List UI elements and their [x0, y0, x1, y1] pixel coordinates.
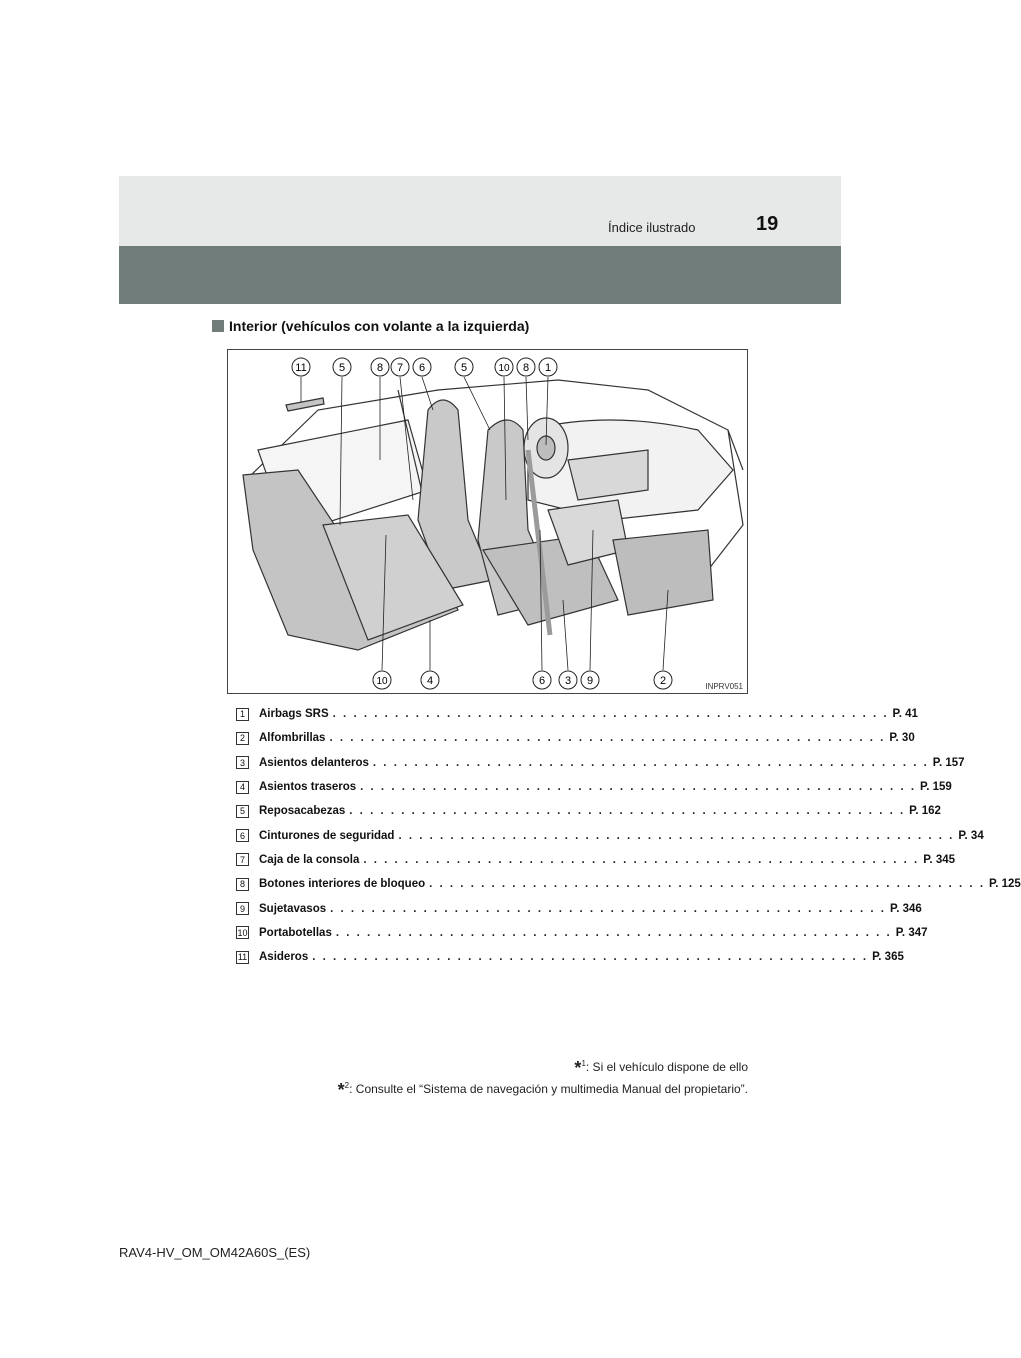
item-page: P. 125: [989, 878, 1021, 891]
list-item[interactable]: [236, 702, 918, 726]
item-number: 1: [236, 708, 249, 721]
callout: [413, 358, 431, 376]
list-item[interactable]: [236, 872, 1021, 896]
callout-label: 6: [418, 362, 426, 374]
callouts-top: [292, 358, 557, 376]
item-label: Asideros: [259, 951, 309, 964]
footnote-1: [574, 1058, 748, 1079]
item-number: 2: [236, 732, 249, 745]
item-number: 7: [236, 853, 249, 866]
callout-label: 9: [586, 675, 594, 687]
asterisk-icon: *: [574, 1058, 582, 1078]
dot-leader: . . . . . . . . . . . . . . . . . . . . . . . . . . . . . . . . . . . . . . . . . . . . . . . . . . . . . .: [429, 878, 986, 891]
list-item[interactable]: [236, 823, 984, 847]
dot-leader: . . . . . . . . . . . . . . . . . . . . . . . . . . . . . . . . . . . . . . . . . . . . . . . . . . . . . .: [332, 708, 889, 721]
item-label: Portabotellas: [259, 926, 332, 939]
list-item[interactable]: [236, 726, 915, 750]
sub-heading-text: Interior (vehículos con volante a la izquierda): [229, 318, 530, 334]
item-label: Botones interiores de bloqueo: [259, 878, 426, 891]
callout: [654, 671, 672, 689]
list-item[interactable]: [236, 921, 928, 945]
callout: [391, 358, 409, 376]
figure-code: INPRV051: [705, 682, 743, 691]
callout-label: 6: [538, 675, 546, 687]
item-page: P. 34: [958, 829, 984, 842]
item-page: P. 365: [872, 951, 904, 964]
callout-label: 8: [522, 362, 530, 374]
item-label: Cinturones de seguridad: [259, 829, 395, 842]
dot-leader: . . . . . . . . . . . . . . . . . . . . . . . . . . . . . . . . . . . . . . . . . . . . . . . . . . . . . .: [372, 756, 929, 769]
callout-label: 8: [376, 362, 384, 374]
item-label: Reposacabezas: [259, 805, 346, 818]
dot-leader: . . . . . . . . . . . . . . . . . . . . . . . . . . . . . . . . . . . . . . . . . . . . . . . . . . . . . .: [363, 853, 920, 866]
callout-label: 5: [460, 362, 468, 374]
item-number: 4: [236, 781, 249, 794]
item-number: 9: [236, 902, 249, 915]
item-number: 3: [236, 756, 249, 769]
heading-square-icon: [212, 320, 224, 332]
callout-label: 4: [426, 675, 434, 687]
footnote-text: : Consulte el “Sistema de navegación y multimedia Manual del propietario”.: [349, 1082, 748, 1096]
dot-leader: . . . . . . . . . . . . . . . . . . . . . . . . . . . . . . . . . . . . . . . . . . . . . . . . . . . . . .: [398, 829, 955, 842]
item-page: P. 345: [923, 853, 955, 866]
callout: [533, 671, 551, 689]
item-number: 6: [236, 829, 249, 842]
car-interior-drawing: [228, 350, 747, 693]
callout: [455, 358, 473, 376]
item-page: P. 30: [889, 732, 915, 745]
callout: [517, 358, 535, 376]
footnote-text: : Si el vehículo dispone de ello: [585, 1060, 748, 1074]
item-label: Asientos traseros: [259, 781, 357, 794]
callout: [371, 358, 389, 376]
callout: [292, 358, 310, 376]
item-page: P. 41: [892, 708, 918, 721]
chapter-band: [119, 246, 841, 304]
list-item[interactable]: [236, 799, 941, 823]
callout: [581, 671, 599, 689]
item-label: Sujetavasos: [259, 902, 327, 915]
callout: [373, 671, 391, 689]
dot-leader: . . . . . . . . . . . . . . . . . . . . . . . . . . . . . . . . . . . . . . . . . . . . . . . . . . . . . .: [335, 926, 892, 939]
callout: [333, 358, 351, 376]
footnote-mark: 2: [344, 1081, 350, 1090]
sub-heading: [212, 318, 529, 334]
list-item[interactable]: [236, 751, 965, 775]
callout-label: 1: [544, 362, 552, 374]
item-page: P. 157: [932, 756, 965, 769]
item-number: 8: [236, 878, 249, 891]
item-page: P. 347: [895, 926, 928, 939]
callout-label: 7: [396, 362, 404, 374]
header-band: [119, 176, 841, 246]
index-list: [236, 702, 1021, 969]
callout-label: 5: [338, 362, 346, 374]
item-page: P. 162: [909, 805, 941, 818]
list-item[interactable]: [236, 945, 904, 969]
item-number: 11: [237, 952, 248, 963]
item-label: Airbags SRS: [259, 708, 329, 721]
callout-label: 2: [659, 675, 667, 687]
callout-label: 3: [564, 675, 572, 687]
item-page: P. 159: [920, 781, 952, 794]
item-label: Asientos delanteros: [259, 756, 369, 769]
list-item[interactable]: [236, 848, 955, 872]
callout: [421, 671, 439, 689]
item-label: Alfombrillas: [259, 732, 326, 745]
callout-label: 11: [295, 362, 307, 374]
callout-label: 10: [376, 676, 388, 687]
dot-leader: . . . . . . . . . . . . . . . . . . . . . . . . . . . . . . . . . . . . . . . . . . . . . . . . . . . . . .: [312, 951, 869, 964]
dot-leader: . . . . . . . . . . . . . . . . . . . . . . . . . . . . . . . . . . . . . . . . . . . . . . . . . . . . . .: [329, 732, 886, 745]
callouts-bottom: [373, 671, 672, 689]
item-page: P. 346: [890, 902, 922, 915]
item-number: 5: [236, 805, 249, 818]
document-id: RAV4-HV_OM_OM42A60S_(ES): [119, 1245, 311, 1260]
callout: [539, 358, 557, 376]
dot-leader: . . . . . . . . . . . . . . . . . . . . . . . . . . . . . . . . . . . . . . . . . . . . . . . . . . . . . .: [330, 902, 886, 915]
item-number: 10: [237, 927, 248, 938]
callout-label: 10: [498, 363, 510, 374]
asterisk-icon: *: [337, 1080, 345, 1100]
dot-leader: . . . . . . . . . . . . . . . . . . . . . . . . . . . . . . . . . . . . . . . . . . . . . . . . . . . . . .: [360, 781, 917, 794]
dot-leader: . . . . . . . . . . . . . . . . . . . . . . . . . . . . . . . . . . . . . . . . . . . . . . . . . . . . . .: [349, 805, 906, 818]
footnote-mark: 1: [581, 1059, 586, 1068]
callout: [559, 671, 577, 689]
item-label: Caja de la consola: [259, 853, 360, 866]
list-item[interactable]: [236, 775, 952, 799]
interior-illustration: [227, 349, 748, 694]
section-title: Índice ilustrado: [608, 220, 696, 235]
page-number: 19: [756, 213, 779, 235]
footnote-2: [338, 1080, 748, 1101]
list-item[interactable]: [236, 896, 922, 920]
callout: [495, 358, 513, 376]
